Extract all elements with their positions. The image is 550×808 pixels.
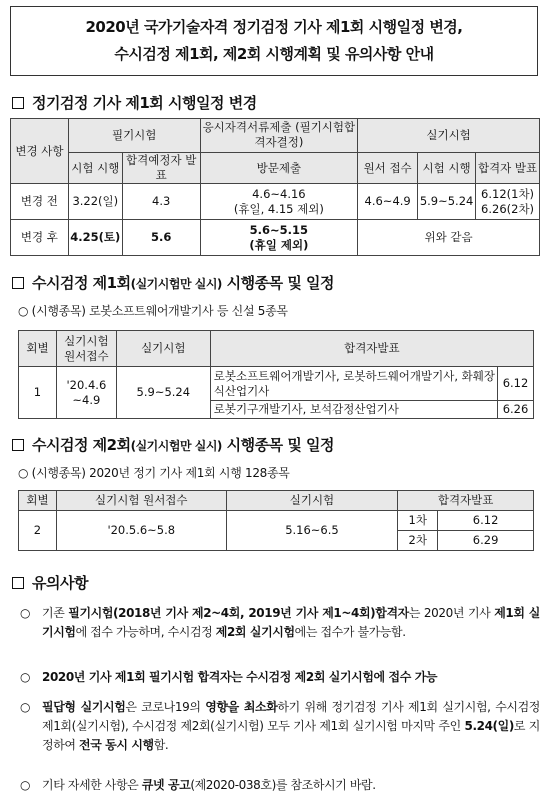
pass-second-date: 6.29 <box>438 531 534 551</box>
square-bullet-icon <box>12 439 24 451</box>
before-prac-pass-1: 6.12(1차) <box>481 186 535 201</box>
header-docs-group: 응시자격서류제출 (필기시험합격자결정) <box>201 119 358 153</box>
note-3-c: 영향을 최소화 <box>205 700 278 714</box>
section4-heading <box>12 572 88 593</box>
note-1-b: 필기시험(2018년 기사 제2~4회, 2019년 기사 제1~4회)합격자 <box>68 606 409 620</box>
section2-heading <box>12 272 334 293</box>
note-1-f: 제2회 실기시험 <box>215 625 295 639</box>
section3-heading-text: 수시검정 제2회 <box>32 436 131 454</box>
header-apply: 실기시험 원서접수 <box>56 331 116 367</box>
row-before-label: 변경 전 <box>11 184 69 220</box>
title-line-1: 2020년 국가기술자격 정기검정 기사 제1회 시행일정 변경, <box>85 18 463 36</box>
note-3-e: 5.24(일) <box>464 719 514 733</box>
before-docs <box>200 184 358 220</box>
apply-dates: '20.5.6~5.8 <box>56 511 226 551</box>
header-apply: 실기시험 원서접수 <box>56 491 226 511</box>
pass-items-1: 로봇소프트웨어개발기사, 로봇하드웨어개발기사, 화훼장식산업기사 <box>210 367 497 401</box>
row-after-label: 변경 후 <box>11 220 69 256</box>
pass-date-2: 6.26 <box>498 401 534 419</box>
note-4-b: 큐넷 공고 <box>141 778 191 792</box>
header-round: 회별 <box>19 491 57 511</box>
exam-dates: 5.16~6.5 <box>226 511 398 551</box>
note-3 <box>20 698 540 755</box>
header-practical-group: 실기시험 <box>358 119 540 153</box>
square-bullet-icon <box>12 577 24 589</box>
note-1-a: 기존 <box>42 606 69 620</box>
round-number: 2 <box>19 511 57 551</box>
section3-heading <box>12 434 334 455</box>
title-line-2: 수시검정 제1회, 제2회 시행계획 및 유의사항 안내 <box>114 45 434 63</box>
section3-heading-small: (실기시험만 실시) <box>130 439 222 453</box>
apply-dates: '20.4.6 ~4.9 <box>56 367 116 419</box>
round-number: 1 <box>19 367 57 419</box>
circle-bullet-icon: ○ <box>20 606 31 620</box>
note-3-f: 로 지정하여 <box>42 719 540 752</box>
before-prac-pass-2: 6.26(2차) <box>481 201 535 216</box>
section2-heading-tail: 시행종목 및 일정 <box>226 274 335 292</box>
section3-heading-tail: 시행종목 및 일정 <box>226 436 335 454</box>
after-written-date: 4.25(토) <box>68 220 122 256</box>
before-prac-apply: 4.6~4.9 <box>358 184 418 220</box>
before-prac-pass <box>476 184 540 220</box>
schedule-change-table <box>10 118 540 256</box>
header-docs-visit: 방문제출 <box>256 161 302 175</box>
note-3-g: 전국 동시 시행 <box>79 738 154 752</box>
header-docs <box>200 119 358 184</box>
header-written-group: 필기시험 <box>68 119 200 153</box>
after-docs-note: (휴일 제외) <box>249 237 309 252</box>
before-written-date: 3.22(일) <box>68 184 122 220</box>
header-prac-pass: 합격자 발표 <box>476 153 540 184</box>
section2-heading-text: 수시검정 제1회 <box>32 274 131 292</box>
before-docs-dates: 4.6~4.16 <box>252 186 306 201</box>
section1-heading-text: 정기검정 기사 제1회 시행일정 변경 <box>32 94 257 112</box>
note-1-e: 에 접수 가능하며, 수시검정 <box>75 625 216 639</box>
note-1-g: 에는 접수가 불가능함. <box>294 625 406 639</box>
pass-date-1: 6.12 <box>498 367 534 401</box>
before-written-pass: 4.3 <box>122 184 200 220</box>
header-written-pass: 합격예정자 발표 <box>122 153 200 184</box>
note-1-c: 는 2020년 기사 <box>408 606 495 620</box>
note-4-c: (제2020-038호) <box>190 778 276 792</box>
section1-heading <box>12 92 257 113</box>
after-docs <box>200 220 358 256</box>
circle-bullet-icon: ○ <box>20 778 31 792</box>
pass-items-2: 로봇기구개발기사, 보석감정산업기사 <box>210 401 497 419</box>
note-3-b: 은 코로나19의 <box>125 700 206 714</box>
occasional1-table <box>18 330 534 419</box>
note-2 <box>20 668 540 687</box>
circle-bullet-icon: ○ <box>20 700 31 714</box>
section3-items-line: ○ (시행종목) 2020년 정기 기사 제1회 시행 128종목 <box>18 466 290 480</box>
before-prac-date: 5.9~5.24 <box>418 184 476 220</box>
header-exam: 실기시험 <box>116 331 210 367</box>
section2-heading-small: (실기시험만 실시) <box>130 277 222 291</box>
header-change: 변경 사항 <box>11 119 69 184</box>
circle-bullet-icon: ○ <box>20 670 31 684</box>
after-practical-same: 위와 같음 <box>358 220 540 256</box>
section4-heading-text: 유의사항 <box>32 574 88 592</box>
note-2-text: 2020년 기사 제1회 필기시험 합격자는 수시검정 제2회 실기시험에 접수 가능 <box>42 670 438 684</box>
occasional2-table <box>18 490 534 551</box>
after-docs-dates: 5.6~5.15 <box>249 222 309 237</box>
note-4 <box>20 776 540 795</box>
header-written-date: 시험 시행 <box>68 153 122 184</box>
header-pass: 합격자발표 <box>210 331 533 367</box>
exam-dates: 5.9~5.24 <box>116 367 210 419</box>
header-pass: 합격자발표 <box>398 491 534 511</box>
note-1-d: 제1회 실기시험 <box>42 606 540 639</box>
square-bullet-icon <box>12 277 24 289</box>
header-prac-apply: 원서 접수 <box>358 153 418 184</box>
pass-first-date: 6.12 <box>438 511 534 531</box>
note-3-a: 필답형 실기시험 <box>42 700 126 714</box>
square-bullet-icon <box>12 97 24 109</box>
before-docs-note: (휴일, 4.15 제외) <box>233 201 324 216</box>
header-prac-date: 시험 시행 <box>418 153 476 184</box>
title-box <box>10 6 538 76</box>
note-1 <box>20 604 540 642</box>
pass-first-label: 1차 <box>398 511 438 531</box>
header-round: 회별 <box>19 331 57 367</box>
header-exam: 실기시험 <box>226 491 398 511</box>
after-written-pass: 5.6 <box>122 220 200 256</box>
section2-items-line: ○ (시행종목) 로봇소프트웨어개발기사 등 신설 5종목 <box>18 304 288 318</box>
pass-second-label: 2차 <box>398 531 438 551</box>
note-4-d: 를 참조하시기 바람. <box>275 778 376 792</box>
note-4-a: 기타 자세한 사항은 <box>42 778 142 792</box>
note-3-d: 하기 위해 정기검정 기사 제1회 실기시험, 수시검정 제1회(실기시험), 수시검정 제2회(실기시험) 모두 기사 제1회 실기시험 마지막 주인 <box>42 700 540 733</box>
note-3-h: 함. <box>153 738 169 752</box>
